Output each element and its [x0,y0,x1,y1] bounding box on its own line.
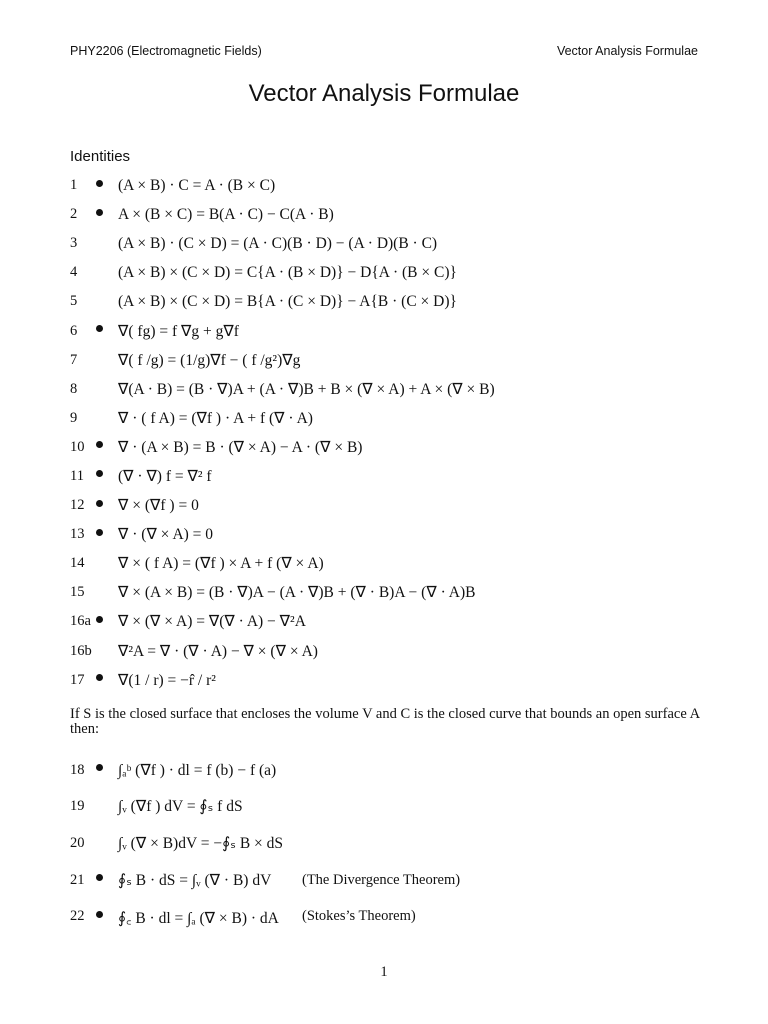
formula-row [0,491,768,520]
page-number: 1 [380,964,388,980]
header-course: PHY2206 (Electromagnetic Fields) [70,44,262,58]
bullet-icon [96,874,103,881]
formula-expression: ∇ × (A × B) = (B · ∇)A − (A · ∇)B + (∇ · B)A − (∇ · A)B [118,584,476,602]
formula-row [0,607,768,636]
formula-expression: (A × B) × (C × D) = B{A · (C × D)} − A{B · (C × D)} [118,292,457,310]
formula-number: 1 [70,177,78,194]
formula-expression: ∇(A · B) = (B · ∇)A + (A · ∇)B + B × (∇ × A) + A × (∇ × B) [118,380,495,398]
formula-number: 20 [70,834,85,851]
formula-number: 17 [70,671,85,688]
formula-row [0,637,768,666]
formula-row [0,862,768,899]
formula-row [0,375,768,404]
theorem-name: (The Divergence Theorem) [302,871,461,888]
formula-expression: ∇²A = ∇ · (∇ · A) − ∇ × (∇ × A) [118,642,318,660]
section-heading: Identities [70,148,131,165]
formula-number: 16b [70,642,92,659]
formula-expression: ∫ᵥ (∇f ) dV = ∮ₛ f dS [118,798,243,816]
formula-number: 15 [70,584,85,601]
formula-row [0,825,768,862]
formula-number: 5 [70,293,78,310]
formula-number: 8 [70,380,78,397]
formula-expression: ∇ · ( f A) = (∇f ) · A + f (∇ · A) [118,409,313,427]
theorem-name: (Stokes’s Theorem) [302,908,416,925]
formula-row [0,287,768,316]
formula-number: 13 [70,526,85,543]
page-header [70,41,698,61]
formula-number: 12 [70,497,85,514]
formula-row [0,229,768,258]
formula-expression: ∇ × (∇f ) = 0 [118,497,199,515]
bullet-icon [96,674,103,681]
bullet-icon [96,470,103,477]
formula-row [0,404,768,433]
formula-expression: A × (B × C) = B(A · C) − C(A · B) [118,205,334,223]
formula-row [0,346,768,375]
formula-number: 18 [70,761,85,778]
formula-row [0,752,768,789]
formula-expression: ∇ · (∇ × A) = 0 [118,526,214,544]
formula-row [0,549,768,578]
formula-row [0,789,768,826]
formula-number: 11 [70,467,84,484]
bullet-icon [96,911,103,918]
identities-list [0,171,768,695]
surface-paragraph: If S is the closed surface that encloses the volume V and C is the closed curve that bounds an open surface A then: [70,706,700,737]
formula-expression: ∇ · (A × B) = B · (∇ × A) − A · (∇ × B) [118,438,363,456]
bullet-icon [96,616,103,623]
formula-number: 2 [70,206,78,223]
formula-number: 16a [70,613,91,630]
formula-row [0,898,768,935]
header-topic: Vector Analysis Formulae [556,44,698,58]
formula-number: 6 [70,322,78,339]
formula-row [0,666,768,695]
bullet-icon [96,764,103,771]
bullet-icon [96,209,103,216]
formula-row [0,433,768,462]
formula-row [0,200,768,229]
formula-number: 9 [70,409,78,426]
formula-expression: ∫ₐᵇ (∇f ) · dl = f (b) − f (a) [118,761,277,779]
formula-expression: ∮ₛ B · dS = ∫ᵥ (∇ · B) dV [118,871,272,889]
formula-number: 4 [70,264,78,281]
formula-expression: ∮꜀ B · dl = ∫ₐ (∇ × B) · dA [118,909,279,927]
formula-number: 21 [70,871,85,888]
formula-number: 19 [70,798,85,815]
bullet-icon [96,441,103,448]
integral-theorems-list [0,752,768,935]
bullet-icon [96,529,103,536]
formula-expression: ∇ × ( f A) = (∇f ) × A + f (∇ × A) [118,555,324,573]
formula-expression: ∫ᵥ (∇ × B)dV = −∮ₛ B × dS [118,834,284,852]
formula-row [0,578,768,607]
formula-row [0,258,768,287]
bullet-icon [96,500,103,507]
formula-number: 10 [70,438,85,455]
formula-number: 7 [70,351,78,368]
formula-row [0,462,768,491]
formula-expression: (A × B) · (C × D) = (A · C)(B · D) − (A · D)(B · C) [118,234,438,252]
formula-expression: (A × B) × (C × D) = C{A · (B × D)} − D{A · (B × C)} [118,263,457,281]
formula-expression: ∇( fg) = f ∇g + g∇f [118,322,239,340]
formula-row [0,171,768,200]
bullet-icon [96,180,103,187]
formula-row [0,520,768,549]
formula-number: 14 [70,555,85,572]
page-title: Vector Analysis Formulae [248,80,520,107]
formula-expression: ∇(1 / r) = −r̂ / r² [118,671,216,689]
bullet-icon [96,325,103,332]
formula-expression: (∇ · ∇) f = ∇² f [118,467,212,485]
formula-number: 22 [70,908,85,925]
formula-number: 3 [70,235,78,252]
formula-expression: ∇( f /g) = (1/g)∇f − ( f /g²)∇g [118,351,301,369]
formula-expression: ∇ × (∇ × A) = ∇(∇ · A) − ∇²A [118,613,306,631]
formula-row [0,316,768,345]
formula-expression: (A × B) · C = A · (B × C) [118,176,276,194]
